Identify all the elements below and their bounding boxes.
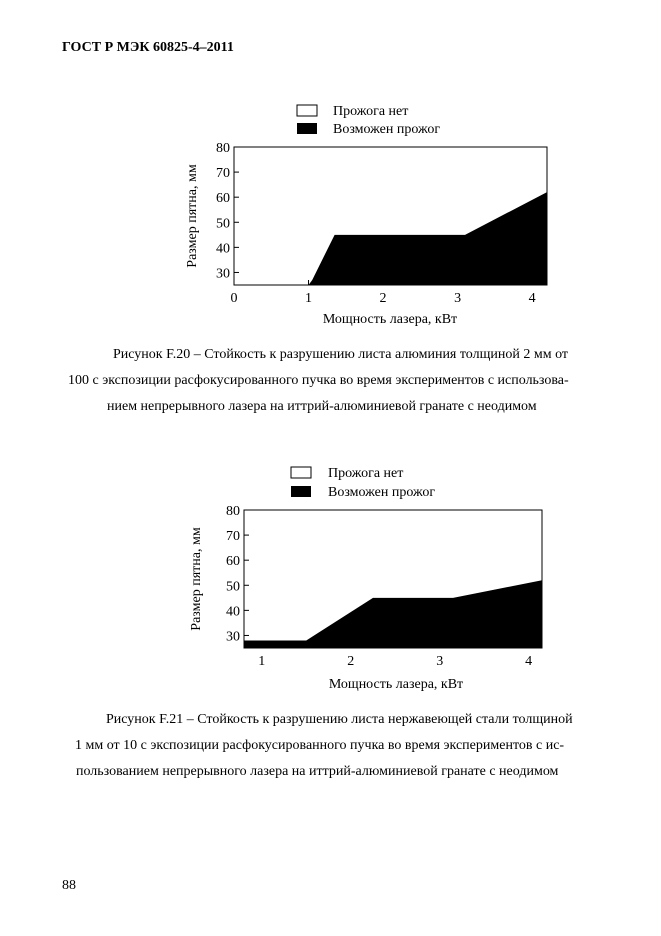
y-tick-label: 50: [216, 216, 230, 232]
legend-label-burn-possible: Возможен прожог: [328, 485, 436, 500]
legend-swatch-no-burn: [291, 467, 311, 478]
legend-label-no-burn: Прожога нет: [328, 466, 404, 481]
y-tick-label: 70: [226, 529, 240, 545]
x-axis-label: Мощность лазера, кВт: [328, 677, 464, 692]
caption-line: Рисунок F.20 – Стойкость к разрушению листа алюминия толщиной 2 мм от: [113, 347, 569, 362]
legend: [291, 466, 435, 500]
y-tick-label: 70: [216, 166, 230, 182]
caption-line: 100 с экспозиции расфокусированного пучка во время экспериментов с использова-: [68, 373, 569, 388]
legend: [297, 104, 440, 137]
y-tick-label: 80: [216, 141, 230, 156]
x-tick-label: 2: [379, 291, 387, 306]
y-tick-label: 40: [216, 241, 230, 257]
y-tick-label: 60: [226, 554, 240, 570]
chart-f21: [0, 458, 661, 698]
y-tick-label: 40: [226, 604, 240, 620]
y-axis-label: Размер пятна, мм: [185, 164, 200, 268]
y-tick-label: 30: [226, 629, 240, 645]
chart-f20: [0, 95, 661, 335]
x-tick-label: 3: [436, 654, 444, 669]
legend-label-burn-possible: Возможен прожог: [333, 122, 441, 137]
y-tick-label: 30: [216, 266, 230, 282]
x-axis-label: Мощность лазера, кВт: [322, 312, 458, 327]
legend-swatch-burn-possible: [291, 486, 311, 497]
caption-line: нием непрерывного лазера на иттрий-алюминиевой гранате с неодимом: [107, 399, 537, 414]
caption-f21: [0, 707, 661, 785]
y-tick-label: 50: [226, 579, 240, 595]
document-header: ГОСТ Р МЭК 60825-4–2011: [62, 40, 234, 55]
legend-swatch-burn-possible: [297, 123, 317, 134]
y-axis-label: Размер пятна, мм: [189, 527, 204, 631]
caption-line: Рисунок F.21 – Стойкость к разрушению листа нержавеющей стали толщиной: [106, 712, 573, 727]
caption-line: пользованием непрерывного лазера на иттрий-алюминиевой гранате с неодимом: [76, 764, 559, 779]
page-number: 88: [62, 878, 76, 893]
x-tick-label: 3: [454, 291, 462, 306]
x-tick-label: 4: [528, 291, 536, 306]
x-tick-label: 4: [525, 654, 533, 669]
caption-line: 1 мм от 10 с экспозиции расфокусированного пучка во время экспериментов с ис-: [75, 738, 565, 753]
x-tick-label: 0: [230, 291, 238, 306]
legend-label-no-burn: Прожога нет: [333, 104, 409, 119]
caption-f20: [0, 342, 661, 420]
y-tick-label: 80: [226, 504, 240, 519]
figure-f20: [0, 95, 661, 335]
x-tick-label: 1: [258, 654, 266, 669]
legend-swatch-no-burn: [297, 105, 317, 116]
figure-f21: [0, 458, 661, 698]
x-tick-label: 1: [305, 291, 313, 306]
y-tick-label: 60: [216, 191, 230, 207]
x-tick-label: 2: [347, 654, 355, 669]
